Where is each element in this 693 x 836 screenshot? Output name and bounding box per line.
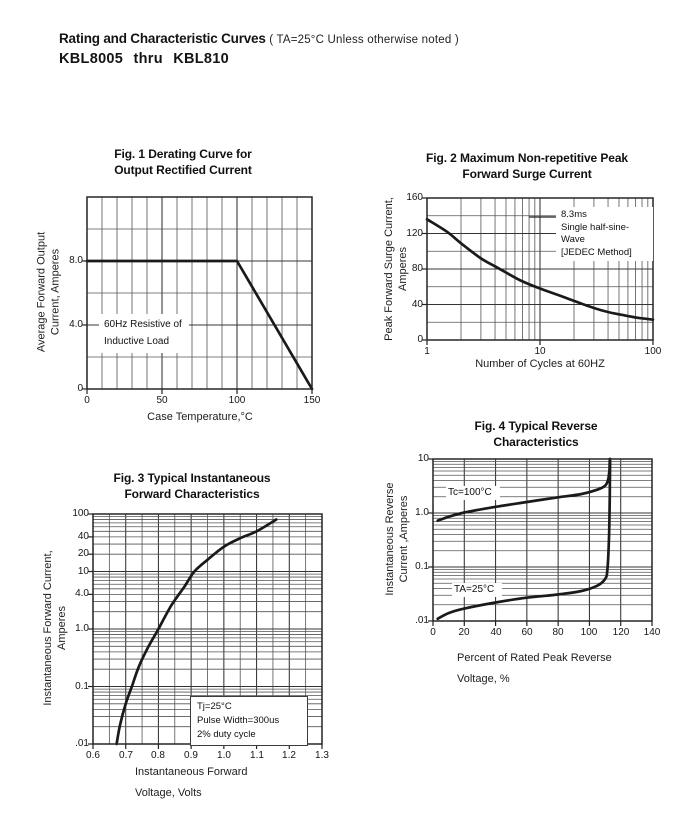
y-tick-label: 1.0 [75, 623, 89, 634]
figure-title [377, 150, 677, 182]
y-axis-label-line: Current, Amperes [49, 248, 61, 336]
x-axis-label-line: Case Temperature,°C [147, 411, 253, 423]
x-tick-label: 1.2 [282, 750, 296, 761]
figure-title-line: Forward Characteristics [124, 487, 260, 501]
annotation-box [190, 696, 308, 746]
x-tick-label: 150 [303, 395, 321, 406]
x-tick-label: 80 [552, 627, 564, 638]
figure-title-line: Fig. 1 Derating Curve for [114, 147, 252, 161]
annotation-line: 8.3ms [561, 209, 587, 220]
annotation-line: 60Hz Resistive of [104, 319, 182, 330]
y-tick-label: 80 [411, 263, 423, 274]
x-tick-label: 1.0 [217, 750, 231, 761]
x-tick-label: 120 [612, 627, 630, 638]
page-title-note: ( TA=25°C Unless otherwise noted ) [269, 34, 459, 46]
figure-title-line: Fig. 4 Typical Reverse [474, 419, 598, 433]
x-tick-label: 1 [424, 346, 430, 357]
figure-title [33, 146, 333, 178]
x-tick-label: 0 [84, 395, 90, 406]
tick-marks [428, 459, 652, 626]
y-axis-label [41, 524, 69, 732]
x-tick-label: 0.9 [184, 750, 198, 761]
y-tick-label: 160 [406, 192, 423, 203]
grid-lines [87, 197, 312, 389]
x-tick-label: 0 [430, 627, 436, 638]
y-tick-label: 20 [77, 548, 89, 559]
y-axis-label-line: Amperes [56, 605, 68, 651]
x-axis-label-line: Number of Cycles at 60HZ [475, 358, 605, 370]
y-tick-label: 120 [406, 228, 423, 239]
annotation-box [556, 207, 653, 261]
y-tick-label: 0.1 [415, 561, 429, 572]
y-tick-label: 0.1 [75, 681, 89, 692]
y-axis-label-line: Instantaneous Reverse [384, 482, 396, 596]
annotation-line: Single half-sine-Wave [561, 221, 630, 245]
x-tick-label: 40 [490, 627, 502, 638]
page-title-row [59, 31, 459, 46]
y-tick-label: 0 [77, 383, 83, 394]
x-tick-label: 100 [644, 346, 662, 357]
x-tick-label: 10 [534, 346, 546, 357]
annotation-line: 2% duty cycle [197, 729, 256, 740]
y-tick-label: 0 [417, 334, 423, 345]
y-axis-label [34, 205, 62, 380]
annotation-line: Pulse Width=300us [197, 715, 280, 726]
y-tick-label: 8.0 [69, 255, 83, 266]
y-axis-label [383, 460, 411, 618]
page-header [59, 31, 459, 67]
figure-title-line: Forward Surge Current [462, 167, 592, 181]
page-title: Rating and Characteristic Curves [59, 31, 266, 46]
y-tick-label: 100 [72, 508, 89, 519]
chart-canvas-fig4 [421, 447, 664, 633]
figure-title [42, 470, 342, 502]
x-axis-label-line: Instantaneous Forward [135, 766, 248, 778]
x-tick-label: 0.7 [119, 750, 133, 761]
figure-title [386, 418, 686, 450]
annotation-box [99, 314, 189, 353]
x-axis-label [135, 762, 355, 804]
x-axis-label [90, 411, 310, 423]
x-tick-label: 1.1 [250, 750, 264, 761]
figure-title-line: Fig. 2 Maximum Non-repetitive Peak [426, 151, 628, 165]
part-number-range: KBL8005 thru KBL810 [59, 51, 229, 67]
x-tick-label: 50 [156, 395, 168, 406]
y-axis-label-line: Current ,Amperes [398, 495, 410, 583]
x-axis-label [457, 648, 677, 690]
x-axis-label-line: Percent of Rated Peak Reverse [457, 652, 612, 664]
x-tick-label: 100 [228, 395, 246, 406]
annotation-line: [JEDEC Method] [561, 246, 632, 258]
x-tick-label: 1.3 [315, 750, 329, 761]
y-axis-label-line: Instantaneous Forward Current, [42, 550, 54, 706]
y-axis-label-line: Amperes [397, 246, 409, 292]
x-tick-label: 20 [458, 627, 470, 638]
y-tick-label: 1.0 [415, 507, 429, 518]
y-tick-label: 40 [411, 299, 423, 310]
y-tick-label: 10 [417, 453, 429, 464]
y-tick-label: 40 [77, 531, 89, 542]
y-axis-label-line: Average Forward Output [35, 231, 47, 353]
y-axis-label [382, 190, 410, 348]
y-tick-label: .01 [415, 615, 429, 626]
x-axis-label [430, 358, 650, 370]
y-tick-label: 10 [77, 566, 89, 577]
x-tick-label: 100 [580, 627, 598, 638]
series-label: TA=25°C [452, 583, 502, 597]
x-tick-label: 0.8 [151, 750, 165, 761]
series-label: Tc=100°C [446, 486, 500, 500]
chart-canvas-fig1 [75, 185, 324, 401]
x-axis-label-line: Voltage, % [457, 673, 510, 685]
y-tick-label: 4.0 [69, 319, 83, 330]
x-tick-label: 140 [643, 627, 661, 638]
x-tick-label: 0.6 [86, 750, 100, 761]
figure-title-line: Characteristics [493, 435, 579, 449]
y-axis-label-line: Peak Forward Surge Current, [383, 197, 395, 341]
y-tick-label: 4.0 [75, 588, 89, 599]
y-tick-label: .01 [75, 738, 89, 749]
figure-title-line: Fig. 3 Typical Instantaneous [113, 471, 271, 485]
x-axis-label-line: Voltage, Volts [135, 787, 202, 799]
figure-title-line: Output Rectified Current [114, 163, 252, 177]
annotation-line: Tj=25°C [197, 701, 232, 712]
x-tick-label: 60 [521, 627, 533, 638]
annotation-line: Inductive Load [104, 335, 170, 347]
